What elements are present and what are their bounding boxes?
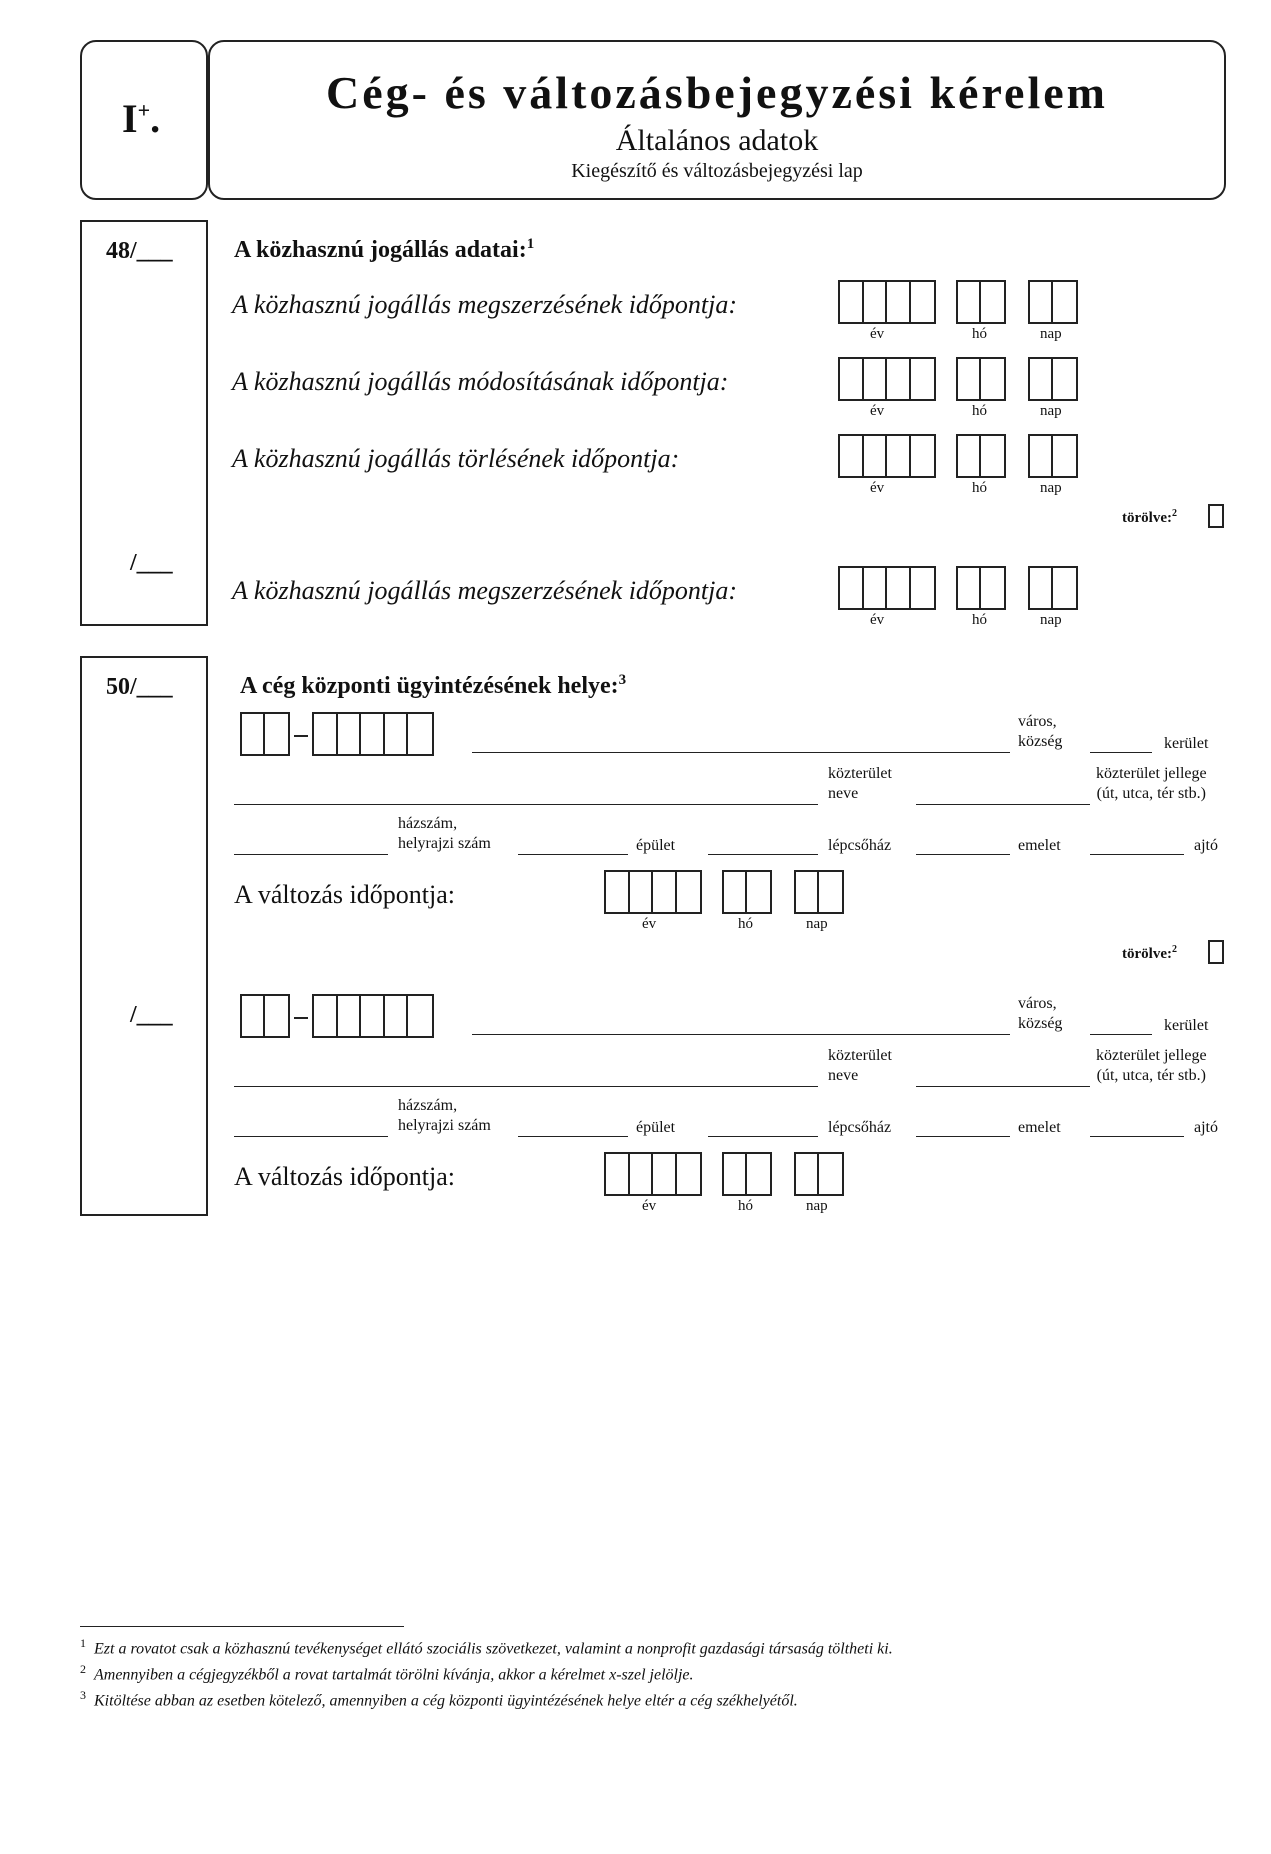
day-input[interactable] bbox=[1028, 566, 1078, 610]
district-label: kerület bbox=[1164, 735, 1209, 752]
month-input[interactable] bbox=[722, 1152, 772, 1196]
section-48-second-number: /___ bbox=[130, 550, 173, 576]
section-50-heading-text: A cég központi ügyintézésének helye: bbox=[240, 673, 619, 699]
section-48-heading bbox=[234, 236, 534, 264]
footnote-divider bbox=[80, 1626, 404, 1627]
house-number-label bbox=[398, 1096, 491, 1136]
form-code-suffix: . bbox=[150, 96, 161, 141]
section-50-number: 50/___ bbox=[106, 674, 173, 700]
date-row-label: A közhasznú jogállás módosításának időpontja: bbox=[232, 367, 729, 396]
footnote-2 bbox=[80, 1662, 694, 1684]
building-input[interactable] bbox=[518, 1136, 628, 1137]
month-label: hó bbox=[738, 1198, 753, 1214]
month-label: hó bbox=[972, 326, 987, 342]
month-input[interactable] bbox=[722, 870, 772, 914]
page-subsubtitle: Kiegészítő és változásbejegyzési lap bbox=[571, 160, 863, 182]
district-label: kerület bbox=[1164, 1017, 1209, 1034]
street-type-label-1: közterület jellege bbox=[1096, 765, 1207, 782]
district-input[interactable] bbox=[1090, 1034, 1152, 1035]
month-input[interactable] bbox=[956, 434, 1006, 478]
month-label: hó bbox=[972, 612, 987, 628]
street-type-label-2: (út, utca, tér stb.) bbox=[1096, 1067, 1206, 1084]
year-label: év bbox=[870, 480, 885, 496]
deleted-label bbox=[1122, 508, 1177, 527]
house-number-input[interactable] bbox=[234, 854, 388, 855]
section-50-second-number: /___ bbox=[130, 1002, 173, 1028]
year-input[interactable] bbox=[838, 566, 936, 610]
form-code-sup: + bbox=[137, 97, 151, 123]
city-label-2: község bbox=[1018, 733, 1063, 750]
page-subtitle: Általános adatok bbox=[615, 124, 819, 157]
staircase-input[interactable] bbox=[708, 1136, 818, 1137]
footnote-3-number: 3 bbox=[80, 1688, 86, 1702]
date-row-label: A közhasznú jogállás megszerzésének időpontja: bbox=[232, 290, 738, 319]
house-number-label-2: helyrajzi szám bbox=[398, 835, 491, 852]
day-label: nap bbox=[1040, 612, 1062, 628]
day-label: nap bbox=[1040, 326, 1062, 342]
form-code-letter: I bbox=[122, 96, 138, 141]
floor-label: emelet bbox=[1018, 837, 1061, 854]
day-input[interactable] bbox=[1028, 434, 1078, 478]
house-number-label bbox=[398, 814, 491, 854]
footnote-ref-2: 2 bbox=[1171, 508, 1177, 519]
street-label-1: közterület bbox=[828, 1047, 892, 1064]
footnote-3-text: Kitöltése abban az esetben kötelező, amennyiben a cég központi ügyintézésének helye eltér a cég székhelyétől. bbox=[94, 1692, 798, 1710]
postcode-input-b[interactable] bbox=[312, 712, 434, 756]
city-label-1: város, bbox=[1018, 713, 1057, 730]
footnote-1-text: Ezt a rovatot csak a közhasznú tevékenységet ellátó szociális szövetkezet, valamint a nonprofit gazdasági társaság töltheti ki. bbox=[94, 1640, 893, 1658]
city-label bbox=[1018, 994, 1062, 1034]
year-label: év bbox=[870, 612, 885, 628]
footnote-ref-3: 3 bbox=[618, 672, 627, 688]
footnote-2-number: 2 bbox=[80, 1662, 86, 1676]
street-type-input[interactable] bbox=[916, 1086, 1090, 1087]
day-label: nap bbox=[806, 1198, 828, 1214]
footnote-ref-1: 1 bbox=[526, 236, 535, 252]
street-label-1: közterület bbox=[828, 765, 892, 782]
street-type-label bbox=[1096, 764, 1207, 804]
district-input[interactable] bbox=[1090, 752, 1152, 753]
year-input[interactable] bbox=[838, 434, 936, 478]
postcode-input-a[interactable] bbox=[240, 994, 290, 1038]
deleted-label-text: törölve: bbox=[1122, 946, 1172, 962]
section-50-heading bbox=[240, 672, 626, 700]
year-input[interactable] bbox=[604, 870, 702, 914]
year-label: év bbox=[870, 403, 885, 419]
year-label: év bbox=[870, 326, 885, 342]
footnote-ref-2: 2 bbox=[1171, 944, 1177, 955]
house-number-label-2: helyrajzi szám bbox=[398, 1117, 491, 1134]
change-date-label: A változás időpontja: bbox=[234, 1162, 455, 1191]
floor-label: emelet bbox=[1018, 1119, 1061, 1136]
street-name-input[interactable] bbox=[234, 804, 818, 805]
day-label: nap bbox=[1040, 403, 1062, 419]
staircase-label: lépcsőház bbox=[828, 837, 892, 854]
city-label bbox=[1018, 712, 1062, 752]
postcode-dash bbox=[294, 735, 308, 737]
door-input[interactable] bbox=[1090, 854, 1184, 855]
postcode-input-b[interactable] bbox=[312, 994, 434, 1038]
street-name-label bbox=[828, 1046, 892, 1086]
month-input[interactable] bbox=[956, 566, 1006, 610]
door-label: ajtó bbox=[1194, 837, 1218, 854]
deleted-label-text: törölve: bbox=[1122, 510, 1172, 526]
building-label: épület bbox=[636, 837, 676, 854]
month-label: hó bbox=[738, 916, 753, 932]
year-input[interactable] bbox=[604, 1152, 702, 1196]
page-title: Cég- és változásbejegyzési kérelem bbox=[326, 67, 1108, 118]
building-input[interactable] bbox=[518, 854, 628, 855]
year-input[interactable] bbox=[838, 357, 936, 401]
month-label: hó bbox=[972, 403, 987, 419]
staircase-input[interactable] bbox=[708, 854, 818, 855]
section-50-number-box bbox=[80, 656, 208, 1216]
city-input[interactable] bbox=[472, 752, 1010, 753]
street-type-label-1: közterület jellege bbox=[1096, 1047, 1207, 1064]
change-date-label: A változás időpontja: bbox=[234, 880, 455, 909]
form-code bbox=[122, 95, 160, 142]
building-label: épület bbox=[636, 1119, 676, 1136]
floor-input[interactable] bbox=[916, 1136, 1010, 1137]
door-label: ajtó bbox=[1194, 1119, 1218, 1136]
house-number-input[interactable] bbox=[234, 1136, 388, 1137]
deleted-checkbox[interactable] bbox=[1208, 504, 1224, 528]
month-label: hó bbox=[972, 480, 987, 496]
city-label-1: város, bbox=[1018, 995, 1057, 1012]
day-input[interactable] bbox=[1028, 357, 1078, 401]
date-row-label: A közhasznú jogállás megszerzésének időpontja: bbox=[232, 576, 738, 605]
staircase-label: lépcsőház bbox=[828, 1119, 892, 1136]
footnote-1-number: 1 bbox=[80, 1636, 86, 1650]
day-input[interactable] bbox=[794, 1152, 844, 1196]
street-name-input[interactable] bbox=[234, 1086, 818, 1087]
year-input[interactable] bbox=[838, 280, 936, 324]
footnote-3 bbox=[80, 1688, 798, 1710]
footnote-1 bbox=[80, 1636, 893, 1658]
date-row-label: A közhasznú jogállás törlésének időpontja: bbox=[232, 444, 680, 473]
header-title-box bbox=[208, 40, 1226, 200]
day-label: nap bbox=[806, 916, 828, 932]
section-48-heading-text: A közhasznú jogállás adatai: bbox=[234, 237, 527, 263]
month-input[interactable] bbox=[956, 357, 1006, 401]
house-number-label-1: házszám, bbox=[398, 1097, 458, 1114]
street-label-2: neve bbox=[828, 785, 859, 802]
house-number-label-1: házszám, bbox=[398, 815, 458, 832]
street-type-input[interactable] bbox=[916, 804, 1090, 805]
month-input[interactable] bbox=[956, 280, 1006, 324]
postcode-input-a[interactable] bbox=[240, 712, 290, 756]
year-label: év bbox=[642, 1198, 657, 1214]
street-type-label-2: (út, utca, tér stb.) bbox=[1096, 785, 1206, 802]
year-label: év bbox=[642, 916, 657, 932]
city-label-2: község bbox=[1018, 1015, 1063, 1032]
day-input[interactable] bbox=[1028, 280, 1078, 324]
deleted-label bbox=[1122, 944, 1177, 963]
street-name-label bbox=[828, 764, 892, 804]
footnote-2-text: Amennyiben a cégjegyzékből a rovat tartalmát törölni kívánja, akkor a kérelmet x-szel jelölje. bbox=[94, 1666, 694, 1684]
floor-input[interactable] bbox=[916, 854, 1010, 855]
section-48-number: 48/___ bbox=[106, 238, 173, 264]
postcode-dash bbox=[294, 1017, 308, 1019]
day-input[interactable] bbox=[794, 870, 844, 914]
day-label: nap bbox=[1040, 480, 1062, 496]
city-input[interactable] bbox=[472, 1034, 1010, 1035]
street-type-label bbox=[1096, 1046, 1207, 1086]
door-input[interactable] bbox=[1090, 1136, 1184, 1137]
street-label-2: neve bbox=[828, 1067, 859, 1084]
deleted-checkbox[interactable] bbox=[1208, 940, 1224, 964]
